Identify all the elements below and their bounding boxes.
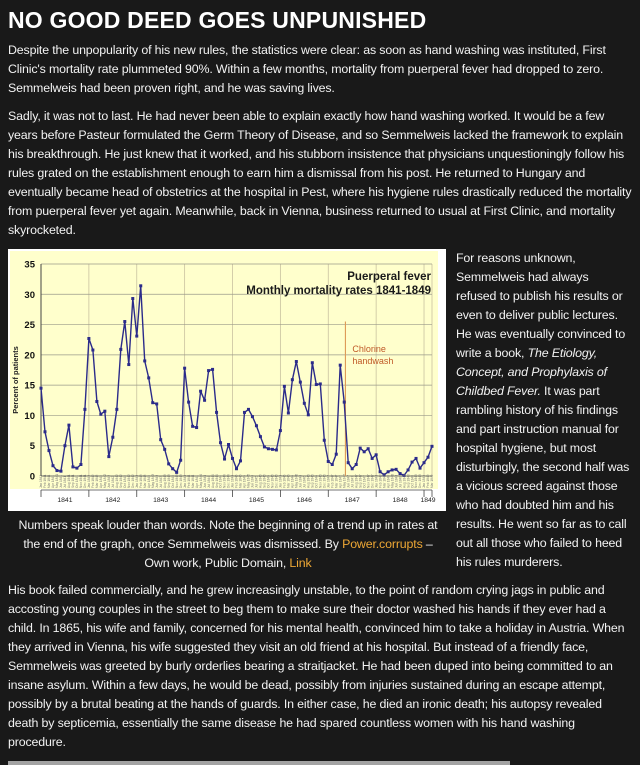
svg-text:Mar 1849: Mar 1849 [430, 474, 435, 488]
svg-text:Nov 1848: Nov 1848 [414, 474, 419, 488]
mortality-rate-line-chart [8, 249, 446, 511]
svg-text:Nov 1843: Nov 1843 [174, 474, 179, 488]
svg-text:1842: 1842 [105, 497, 121, 504]
svg-text:Jun 1844: Jun 1844 [202, 474, 207, 488]
svg-text:May 1844: May 1844 [198, 474, 203, 488]
svg-text:Sep 1845: Sep 1845 [262, 474, 267, 488]
svg-text:Jan 1844: Jan 1844 [182, 474, 187, 488]
chart-caption [8, 516, 448, 573]
svg-text:Mar 1844: Mar 1844 [190, 474, 195, 488]
svg-text:Jul 1845: Jul 1845 [254, 475, 259, 488]
svg-text:Aug 1847: Aug 1847 [354, 474, 359, 488]
svg-text:Aug 1843: Aug 1843 [162, 474, 167, 488]
svg-text:Feb 1842: Feb 1842 [91, 474, 96, 488]
svg-text:Dec 1845: Dec 1845 [274, 474, 279, 488]
svg-text:Dec 1846: Dec 1846 [322, 474, 327, 488]
svg-text:Dec 1842: Dec 1842 [130, 474, 135, 488]
svg-text:Jan 1845: Jan 1845 [230, 474, 235, 488]
svg-text:Oct 1843: Oct 1843 [170, 475, 175, 488]
svg-text:Percent of patients: Percent of patients [11, 346, 20, 414]
caption-link-author[interactable]: Power.corrupts [342, 537, 423, 551]
svg-text:Jul 1847: Jul 1847 [350, 475, 355, 488]
svg-text:Feb 1847: Feb 1847 [330, 474, 335, 488]
svg-text:Feb 1841: Feb 1841 [43, 474, 48, 488]
svg-text:Chlorine: Chlorine [352, 344, 386, 354]
svg-text:Jan 1843: Jan 1843 [134, 474, 139, 488]
svg-text:Sep 1846: Sep 1846 [310, 474, 315, 488]
svg-text:Mar 1842: Mar 1842 [95, 474, 100, 488]
svg-text:1843: 1843 [153, 497, 169, 504]
svg-text:Jun 1842: Jun 1842 [107, 474, 112, 488]
svg-text:1845: 1845 [248, 497, 265, 504]
svg-text:Aug 1844: Aug 1844 [210, 474, 215, 488]
svg-text:Aug 1841: Aug 1841 [67, 474, 72, 488]
svg-text:Jul 1842: Jul 1842 [111, 475, 116, 488]
svg-text:15: 15 [24, 380, 35, 392]
svg-text:handwash: handwash [352, 356, 394, 366]
svg-text:0: 0 [29, 471, 35, 483]
svg-text:Dec 1844: Dec 1844 [226, 474, 231, 488]
svg-text:Mar 1848: Mar 1848 [382, 474, 387, 488]
svg-text:Aug 1842: Aug 1842 [115, 474, 120, 488]
svg-text:Oct 1844: Oct 1844 [218, 475, 223, 488]
svg-text:20: 20 [24, 350, 35, 362]
paragraph-3-text-b: It was part rambling history of his findings and part instruction manual for hospital hygiene, but most disturbingly, the second half was a vicious screed against those who had doubted him and his results. He went so far as to call out all those who failed to heed his rules murderers. [456, 384, 630, 569]
caption-text-1: Numbers speak louder than words. Note the beginning of a trend up in rates at the end of the graph, once Semmelweis was dismissed. By [18, 518, 438, 551]
svg-text:Oct 1841: Oct 1841 [75, 475, 80, 488]
svg-text:Jun 1848: Jun 1848 [394, 474, 399, 488]
svg-text:Dec 1843: Dec 1843 [178, 474, 183, 488]
svg-text:Aug 1845: Aug 1845 [258, 474, 263, 488]
caption-text-2: – Own work, Public Domain, [144, 537, 433, 570]
svg-text:Apr 1846: Apr 1846 [290, 475, 295, 488]
svg-text:Puerperal fever: Puerperal fever [347, 271, 431, 283]
svg-text:Mar 1845: Mar 1845 [238, 474, 243, 488]
book-title-italic: The Etiology, Concept, and Prophylaxis of Childbed Fever. [456, 346, 607, 398]
svg-text:1848: 1848 [392, 497, 408, 504]
svg-text:Apr 1842: Apr 1842 [99, 475, 104, 488]
svg-text:Oct 1846: Oct 1846 [314, 475, 319, 488]
svg-text:Nov 1845: Nov 1845 [270, 474, 275, 488]
paragraph-2: Sadly, it was not to last. He had never been able to explain exactly how hand washing worked. It would be a few years before Pasteur formulated the Germ Theory of Disease, and so Semmelweis lacked the framework to explain his breakthrough. He just knew that it worked, and his stubborn insistence that physicians unquestioningly follow his rules grated on the establishment enough to earn him a dismissal from his post. He returned to Hungary and eventually became head of obstetrics at the hospital in Pest, where his hygiene rules drastically reduced the mortality from puerperal fever yet again. Meanwhile, back in Vienna, business returned to usual at First Clinic, and mortality skyrocketed. [8, 109, 632, 237]
svg-text:Feb 1849: Feb 1849 [426, 474, 431, 488]
svg-text:May 1848: May 1848 [390, 474, 395, 488]
paragraph-4: His book failed commercially, and he grew increasingly unstable, to the point of random crying jags in public and accosting young couples in the street to beg them to make sure their doctor washed his hands if they ever had a child. In 1865, his wife and family, concerned for his mental health, convinced him to take a holiday in Austria. When they arrived in Vienna, his wife suggested they visit an old friend at his hospital. But instead of a friendly face, Semmelweis was greeted by burly orderlies bearing a straitjacket. He had been duped into being committed to an insane asylum. Within a few days, he would be dead, possibly from injuries sustained during an escape attempt, possibly by a brutal beating at the hands of guards. In either case, he died an ironic death; his autopsy revealed death by septicemia, essentially the same disease he had spared countless women with his hand washing procedure. [8, 583, 625, 749]
svg-text:Jun 1843: Jun 1843 [154, 474, 159, 488]
svg-text:Aug 1848: Aug 1848 [402, 474, 407, 488]
svg-text:Dec 1847: Dec 1847 [370, 474, 375, 488]
svg-text:Jun 1846: Jun 1846 [298, 474, 303, 488]
svg-text:Mar 1843: Mar 1843 [142, 474, 147, 488]
svg-text:May 1846: May 1846 [294, 474, 299, 488]
svg-text:Jul 1841: Jul 1841 [63, 475, 68, 488]
svg-text:Feb 1846: Feb 1846 [282, 474, 287, 488]
svg-text:Sep 1848: Sep 1848 [406, 474, 411, 488]
page-title: NO GOOD DEED GOES UNPUNISHED [8, 7, 427, 33]
svg-text:Jul 1843: Jul 1843 [158, 475, 163, 488]
svg-text:Jan 1846: Jan 1846 [278, 474, 283, 488]
svg-text:Apr 1845: Apr 1845 [242, 475, 247, 488]
svg-text:Apr 1848: Apr 1848 [386, 475, 391, 488]
svg-text:Jan 1847: Jan 1847 [326, 474, 331, 488]
svg-text:Jan 1849: Jan 1849 [422, 474, 427, 488]
svg-text:1846: 1846 [296, 497, 312, 504]
svg-text:Feb 1845: Feb 1845 [234, 474, 239, 488]
svg-text:Aug 1846: Aug 1846 [306, 474, 311, 488]
svg-text:Sep 1847: Sep 1847 [358, 474, 363, 488]
svg-text:Mar 1847: Mar 1847 [334, 474, 339, 488]
svg-text:Feb 1843: Feb 1843 [138, 474, 143, 488]
svg-text:Jan 1842: Jan 1842 [87, 474, 92, 488]
svg-text:May 1842: May 1842 [103, 474, 108, 488]
svg-text:Nov 1844: Nov 1844 [222, 474, 227, 488]
svg-text:Monthly mortality rates 1841-1: Monthly mortality rates 1841-1849 [246, 285, 431, 297]
svg-text:May 1841: May 1841 [55, 474, 60, 488]
next-section-edge-bar [8, 761, 510, 765]
paragraph-1: Despite the unpopularity of his new rules, the statistics were clear: as soon as hand washing was instituted, First Clinic's mortality rate plummeted 90%. Within a few months, mortality from puerperal fever had dropped to zero. Semmelweis had been proven right, and he was saving lives. [8, 43, 606, 95]
svg-text:Jan 1841: Jan 1841 [39, 474, 44, 488]
svg-text:May 1847: May 1847 [342, 474, 347, 488]
svg-text:Nov 1841: Nov 1841 [79, 474, 84, 488]
svg-text:Jun 1847: Jun 1847 [346, 474, 351, 488]
svg-text:35: 35 [24, 259, 35, 271]
svg-text:Sep 1843: Sep 1843 [166, 474, 171, 488]
mortality-chart-figure [8, 249, 448, 573]
svg-text:Apr 1844: Apr 1844 [194, 475, 199, 488]
svg-text:Mar 1841: Mar 1841 [47, 474, 52, 488]
svg-text:Sep 1842: Sep 1842 [118, 474, 123, 488]
svg-text:Feb 1848: Feb 1848 [378, 474, 383, 488]
svg-text:Jul 1846: Jul 1846 [302, 475, 307, 488]
svg-text:Nov 1847: Nov 1847 [366, 474, 371, 488]
svg-text:Dec 1841: Dec 1841 [83, 474, 88, 488]
svg-text:Apr 1841: Apr 1841 [51, 475, 56, 488]
svg-text:Jan 1848: Jan 1848 [374, 474, 379, 488]
svg-text:Oct 1845: Oct 1845 [266, 475, 271, 488]
svg-text:Jun 1841: Jun 1841 [59, 474, 64, 488]
svg-text:Jul 1848: Jul 1848 [398, 475, 403, 488]
svg-text:Oct 1848: Oct 1848 [410, 475, 415, 488]
paragraph-3-text-a: For reasons unknown, Semmelweis had always refused to publish his results or even to deliver public lectures. He was eventually convinced to write a book, [456, 251, 626, 360]
svg-text:Sep 1841: Sep 1841 [71, 474, 76, 488]
svg-text:1841: 1841 [57, 497, 73, 504]
svg-text:Oct 1842: Oct 1842 [122, 475, 127, 488]
svg-text:Apr 1847: Apr 1847 [338, 475, 343, 488]
svg-text:1849: 1849 [420, 497, 436, 504]
svg-text:25: 25 [24, 320, 35, 332]
svg-text:1844: 1844 [201, 497, 217, 504]
svg-text:May 1843: May 1843 [150, 474, 155, 488]
svg-text:Nov 1842: Nov 1842 [126, 474, 131, 488]
svg-text:Apr 1843: Apr 1843 [146, 475, 151, 488]
svg-text:Oct 1847: Oct 1847 [362, 475, 367, 488]
svg-text:Nov 1846: Nov 1846 [318, 474, 323, 488]
caption-link-source[interactable]: Link [289, 556, 312, 570]
svg-text:Jun 1845: Jun 1845 [250, 474, 255, 488]
svg-text:Sep 1844: Sep 1844 [214, 474, 219, 488]
svg-text:Mar 1846: Mar 1846 [286, 474, 291, 488]
svg-text:Feb 1844: Feb 1844 [186, 474, 191, 488]
svg-text:May 1845: May 1845 [246, 474, 251, 488]
svg-text:Dec 1848: Dec 1848 [418, 474, 423, 488]
svg-text:5: 5 [29, 441, 35, 453]
svg-text:30: 30 [24, 289, 35, 301]
svg-text:Jul 1844: Jul 1844 [206, 475, 211, 488]
svg-text:10: 10 [24, 410, 35, 422]
svg-text:1847: 1847 [344, 497, 360, 504]
